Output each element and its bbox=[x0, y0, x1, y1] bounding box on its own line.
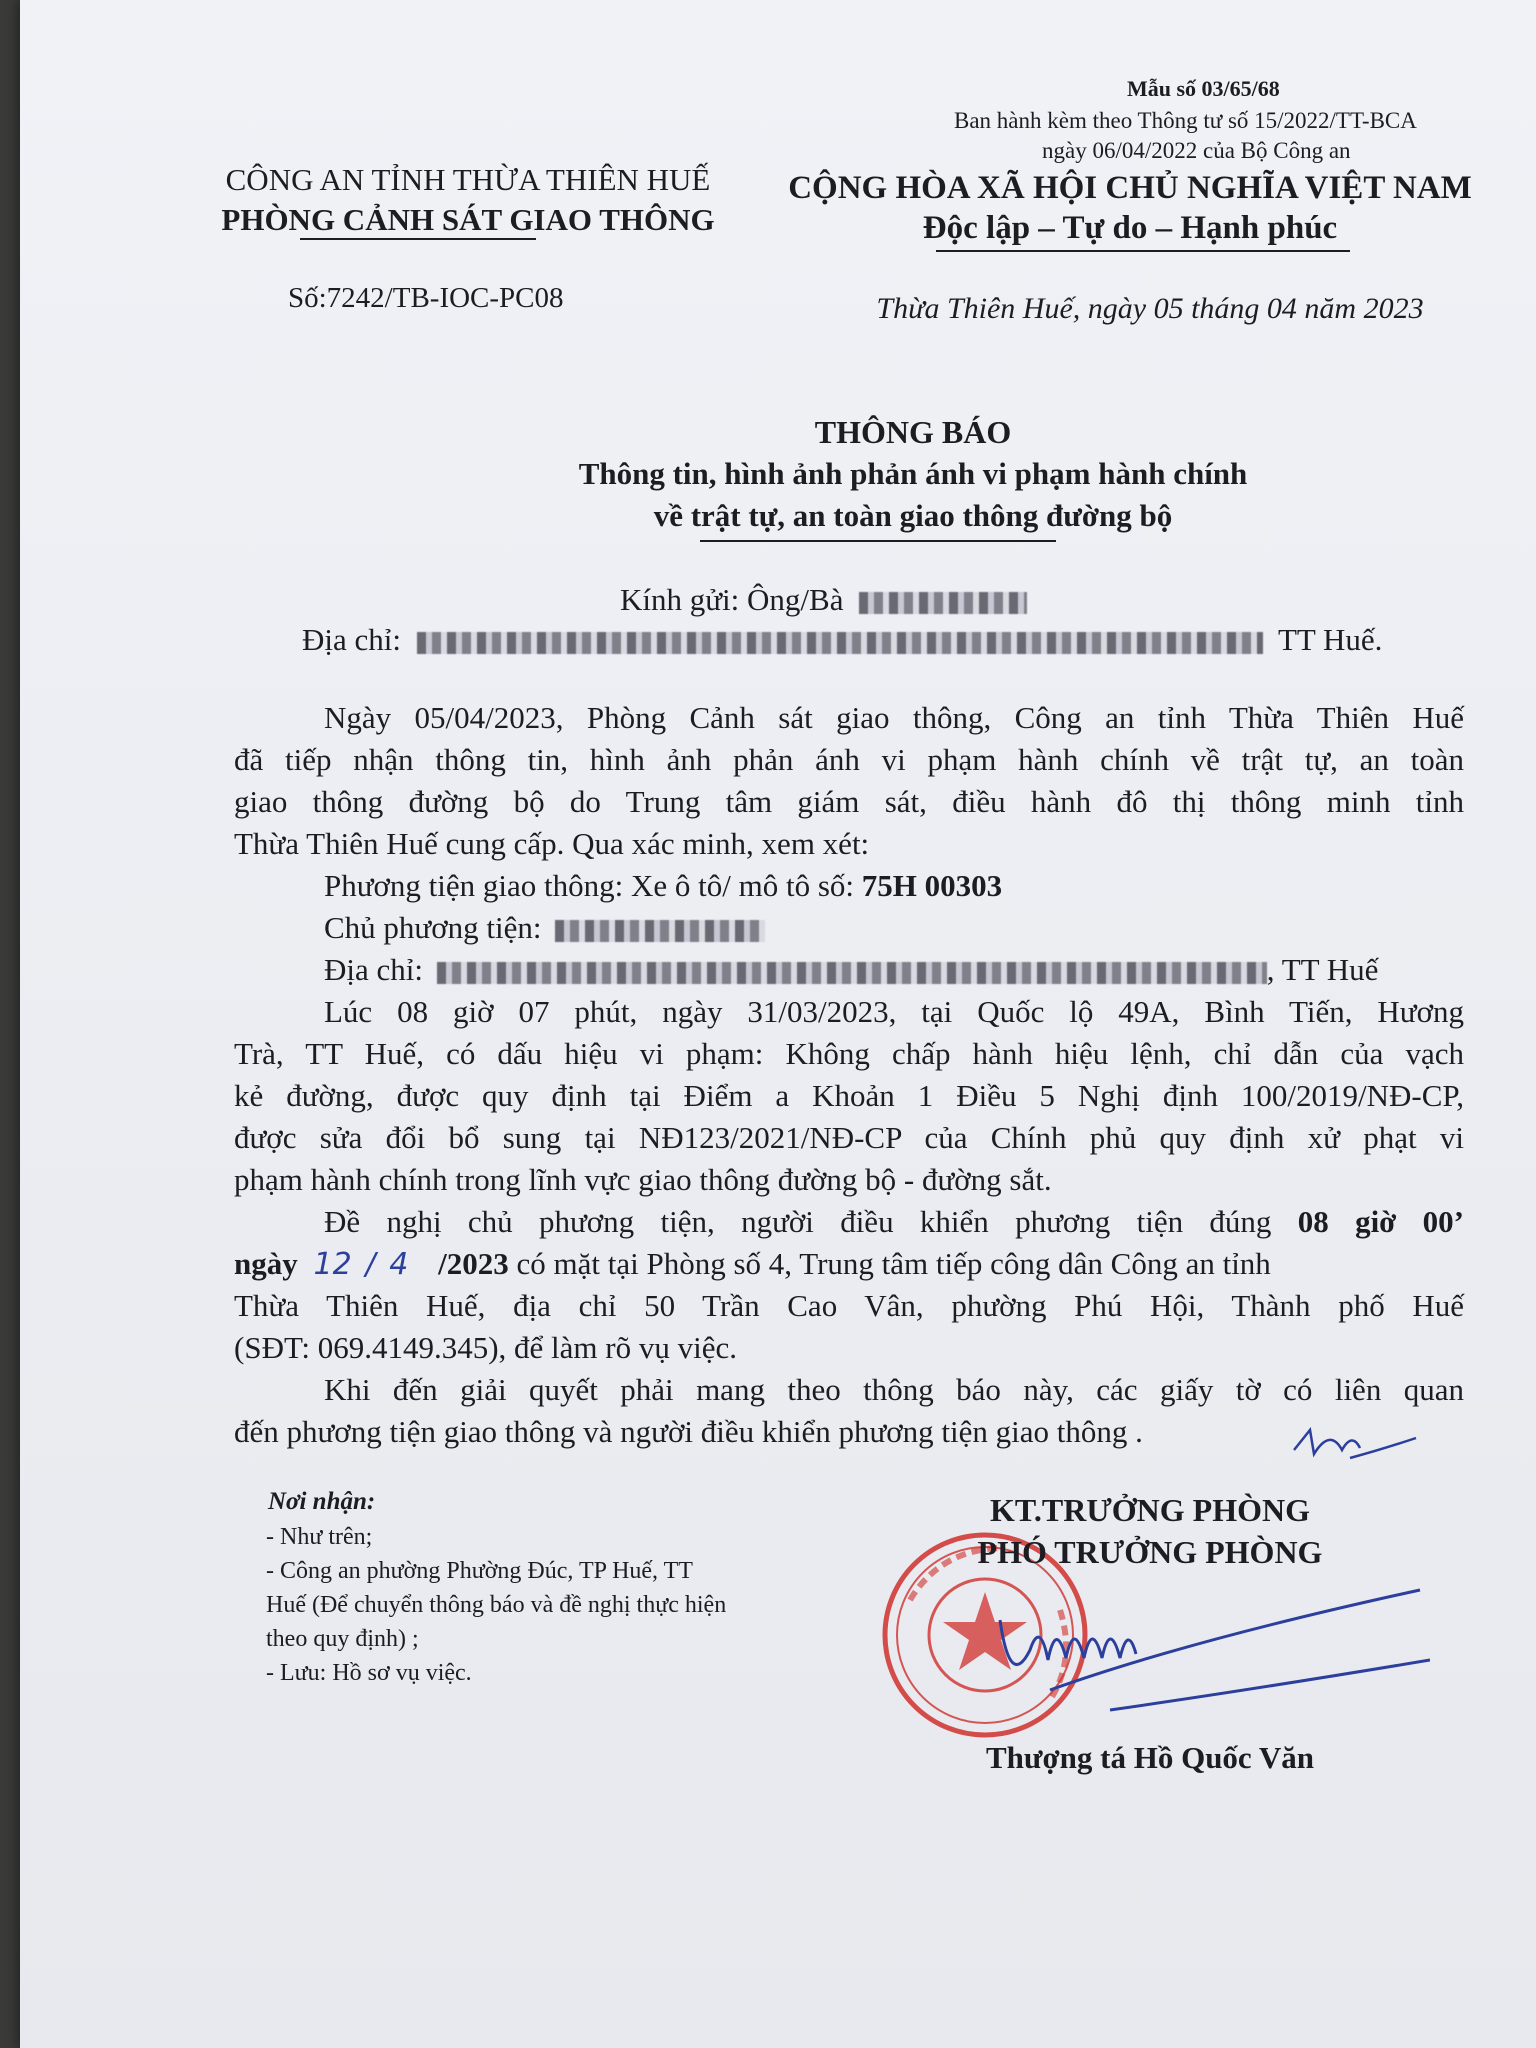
recipient-item-2: - Công an phường Phường Đúc, TP Huế, TT bbox=[266, 1558, 693, 1584]
date-separator: / bbox=[365, 1247, 376, 1282]
document-subtitle-line1: Thông tin, hình ảnh phản ánh vi phạm hành chính bbox=[578, 456, 1248, 491]
document-title: THÔNG BÁO bbox=[814, 414, 1012, 450]
signature-title-1: KT.TRƯỞNG PHÒNG bbox=[990, 1492, 1310, 1528]
handwritten-signature bbox=[990, 1580, 1430, 1720]
owner-address-line bbox=[324, 952, 1536, 988]
org-underline bbox=[300, 238, 536, 240]
signer-name: Thượng tá Hồ Quốc Văn bbox=[985, 1740, 1315, 1775]
body-p2-line3: kẻ đường, được quy định tại Điểm a Khoản 1 Điều 5 Nghị định 100/2019/NĐ-CP, bbox=[234, 1078, 1464, 1113]
owner-address-label: Địa chỉ: bbox=[324, 952, 423, 987]
redacted-address bbox=[417, 632, 1263, 654]
body-p2-line5: phạm hành chính trong lĩnh vực giao thông đường bộ - đường sắt. bbox=[234, 1162, 1052, 1197]
redacted-owner-address bbox=[437, 962, 1267, 984]
recipients-heading: Nơi nhận: bbox=[268, 1488, 376, 1515]
document-subtitle-line2: về trật tự, an toàn giao thông đường bộ bbox=[653, 498, 1173, 533]
appointment-time: 08 giờ 00’ bbox=[1297, 1204, 1464, 1239]
issuing-department: PHÒNG CẢNH SÁT GIAO THÔNG bbox=[221, 202, 715, 237]
appointment-day-label: ngày bbox=[234, 1246, 298, 1281]
national-motto: Độc lập – Tự do – Hạnh phúc bbox=[922, 210, 1338, 246]
appointment-month: 4 bbox=[389, 1247, 409, 1282]
body-p3-line1 bbox=[324, 1204, 1464, 1240]
request-text: Đề nghị chủ phương tiện, người điều khiển phương tiện đúng bbox=[324, 1204, 1272, 1239]
body-p2-line2: Trà, TT Huế, có dấu hiệu vi phạm: Không chấp hành hiệu lệnh, chỉ dẫn của vạch bbox=[234, 1036, 1464, 1071]
recipient-item-4: theo quy định) ; bbox=[266, 1626, 419, 1652]
appointment-year: /2023 bbox=[438, 1246, 509, 1281]
recipient-address bbox=[302, 622, 1382, 658]
owner-address-tail: , TT Huế bbox=[1266, 952, 1379, 987]
appointment-place: có mặt tại Phòng số 4, Trung tâm tiếp công dân Công an tỉnh bbox=[516, 1246, 1271, 1281]
body-p4-line2: đến phương tiện giao thông và người điều khiển phương tiện giao thông . bbox=[234, 1414, 1143, 1449]
greeting-label: Kính gửi: Ông/Bà bbox=[620, 582, 844, 617]
owner-label: Chủ phương tiện: bbox=[324, 910, 542, 945]
body-p1-line2: đã tiếp nhận thông tin, hình ảnh phản ánh vi phạm hành chính về trật tự, an toàn bbox=[234, 742, 1464, 777]
redacted-name bbox=[859, 592, 1027, 614]
initial-mark bbox=[1290, 1420, 1420, 1470]
address-tail: TT Huế. bbox=[1277, 622, 1383, 657]
issuing-authority: CÔNG AN TỈNH THỪA THIÊN HUẾ bbox=[225, 162, 711, 197]
document-page bbox=[20, 0, 1536, 2048]
body-p1-line3: giao thông đường bộ do Trung tâm giám sát, điều hành đô thị thông minh tỉnh bbox=[234, 784, 1464, 819]
signature-title-2: PHÓ TRƯỞNG PHÒNG bbox=[977, 1534, 1323, 1570]
recipient-item-1: - Như trên; bbox=[266, 1524, 373, 1550]
recipient-item-3: Huế (Để chuyển thông báo và đề nghị thực hiện bbox=[266, 1592, 727, 1618]
national-title: CỘNG HÒA XÃ HỘI CHỦ NGHĨA VIỆT NAM bbox=[788, 170, 1472, 206]
place-and-date: Thừa Thiên Huế, ngày 05 tháng 04 năm 2023 bbox=[876, 292, 1424, 325]
form-issuance-date: ngày 06/04/2022 của Bộ Công an bbox=[1042, 138, 1351, 163]
form-number: Mẫu số 03/65/68 bbox=[1127, 76, 1280, 101]
vehicle-line bbox=[324, 868, 1536, 904]
vehicle-plate: 75H 00303 bbox=[861, 868, 1003, 903]
vehicle-label: Phương tiện giao thông: Xe ô tô/ mô tô số: bbox=[324, 868, 855, 903]
body-p1-line1: Ngày 05/04/2023, Phòng Cảnh sát giao thông, Công an tỉnh Thừa Thiên Huế bbox=[324, 700, 1464, 735]
redacted-owner bbox=[555, 920, 765, 942]
title-underline bbox=[700, 540, 1056, 542]
appointment-day: 12 bbox=[313, 1247, 352, 1282]
body-p3-line2 bbox=[234, 1246, 1464, 1282]
body-p2-line4: được sửa đổi bổ sung tại NĐ123/2021/NĐ-CP của Chính phủ quy định xử phạt vi bbox=[234, 1120, 1464, 1155]
motto-underline bbox=[936, 250, 1350, 252]
address-label: Địa chỉ: bbox=[302, 622, 401, 657]
owner-line bbox=[324, 910, 1536, 946]
body-p3-line3: Thừa Thiên Huế, địa chỉ 50 Trần Cao Vân, phường Phú Hội, Thành phố Huế bbox=[234, 1288, 1464, 1323]
form-issuance-line: Ban hành kèm theo Thông tư số 15/2022/TT-BCA bbox=[954, 108, 1417, 133]
recipient-greeting bbox=[620, 582, 1027, 618]
body-p4-line1: Khi đến giải quyết phải mang theo thông báo này, các giấy tờ có liên quan bbox=[324, 1372, 1464, 1407]
document-number: Số:7242/TB-IOC-PC08 bbox=[288, 282, 564, 314]
recipient-item-5: - Lưu: Hồ sơ vụ việc. bbox=[266, 1660, 472, 1686]
body-p1-line4: Thừa Thiên Huế cung cấp. Qua xác minh, xem xét: bbox=[234, 826, 870, 861]
body-p3-line4: (SĐT: 069.4149.345), để làm rõ vụ việc. bbox=[234, 1330, 737, 1365]
body-p2-line1: Lúc 08 giờ 07 phút, ngày 31/03/2023, tại Quốc lộ 49A, Bình Tiến, Hương bbox=[324, 994, 1464, 1029]
